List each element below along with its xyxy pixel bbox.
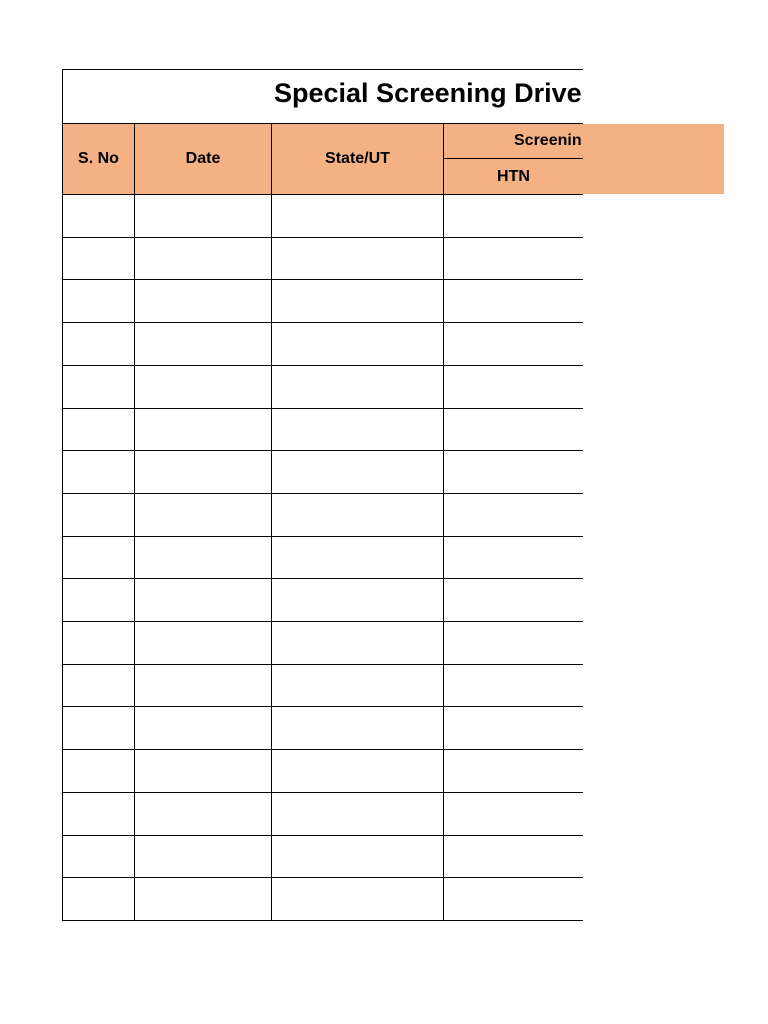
cell-htn[interactable] [443,408,583,451]
cell-state[interactable] [271,578,444,622]
cell-sno[interactable] [62,279,135,323]
cell-htn[interactable] [443,749,583,793]
cell-date[interactable] [134,365,272,409]
cell-htn[interactable] [443,237,583,280]
cell-state[interactable] [271,835,444,878]
cell-date[interactable] [134,835,272,878]
cell-sno[interactable] [62,835,135,878]
cell-date[interactable] [134,408,272,451]
cell-state[interactable] [271,706,444,750]
cell-sno[interactable] [62,194,135,238]
cell-htn[interactable] [443,279,583,323]
cell-state[interactable] [271,450,444,494]
cell-htn[interactable] [443,706,583,750]
cell-state[interactable] [271,493,444,537]
cell-sno[interactable] [62,322,135,366]
cell-htn[interactable] [443,578,583,622]
cell-sno[interactable] [62,450,135,494]
header-state-ut[interactable]: State/UT [271,123,444,195]
cell-state[interactable] [271,621,444,665]
cell-sno[interactable] [62,408,135,451]
cell-date[interactable] [134,194,272,238]
cell-htn[interactable] [443,664,583,707]
header-htn[interactable]: HTN [443,158,583,195]
cell-date[interactable] [134,792,272,836]
cell-htn[interactable] [443,835,583,878]
cell-sno[interactable] [62,365,135,409]
cell-htn[interactable] [443,877,583,921]
header-sno[interactable]: S. No [62,123,135,195]
cell-date[interactable] [134,621,272,665]
cell-sno[interactable] [62,493,135,537]
cell-htn[interactable] [443,365,583,409]
cell-date[interactable] [134,237,272,280]
cell-htn[interactable] [443,621,583,665]
cell-date[interactable] [134,749,272,793]
cell-date[interactable] [134,578,272,622]
cell-state[interactable] [271,194,444,238]
cell-date[interactable] [134,706,272,750]
cell-state[interactable] [271,408,444,451]
cell-state[interactable] [271,877,444,921]
cell-state[interactable] [271,792,444,836]
cell-state[interactable] [271,749,444,793]
cell-sno[interactable] [62,536,135,579]
cell-date[interactable] [134,664,272,707]
cell-htn[interactable] [443,493,583,537]
cell-htn[interactable] [443,792,583,836]
cell-date[interactable] [134,322,272,366]
cell-state[interactable] [271,279,444,323]
cell-htn[interactable] [443,194,583,238]
cell-date[interactable] [134,450,272,494]
cell-state[interactable] [271,365,444,409]
sheet-title: Special Screening Drive [274,78,582,108]
cell-htn[interactable] [443,536,583,579]
cell-state[interactable] [271,237,444,280]
cell-sno[interactable] [62,621,135,665]
header-date[interactable]: Date [134,123,272,195]
cell-date[interactable] [134,536,272,579]
cell-sno[interactable] [62,706,135,750]
title-row [62,69,583,123]
header-fill-overflow [583,124,724,194]
cell-date[interactable] [134,279,272,323]
cell-htn[interactable] [443,450,583,494]
cell-sno[interactable] [62,237,135,280]
cell-date[interactable] [134,493,272,537]
cell-sno[interactable] [62,749,135,793]
cell-sno[interactable] [62,664,135,707]
cell-state[interactable] [271,322,444,366]
cell-sno[interactable] [62,877,135,921]
cell-state[interactable] [271,536,444,579]
header-screening[interactable]: Screenin [443,123,583,159]
cell-date[interactable] [134,877,272,921]
cell-sno[interactable] [62,578,135,622]
cell-htn[interactable] [443,322,583,366]
cell-state[interactable] [271,664,444,707]
cell-sno[interactable] [62,792,135,836]
